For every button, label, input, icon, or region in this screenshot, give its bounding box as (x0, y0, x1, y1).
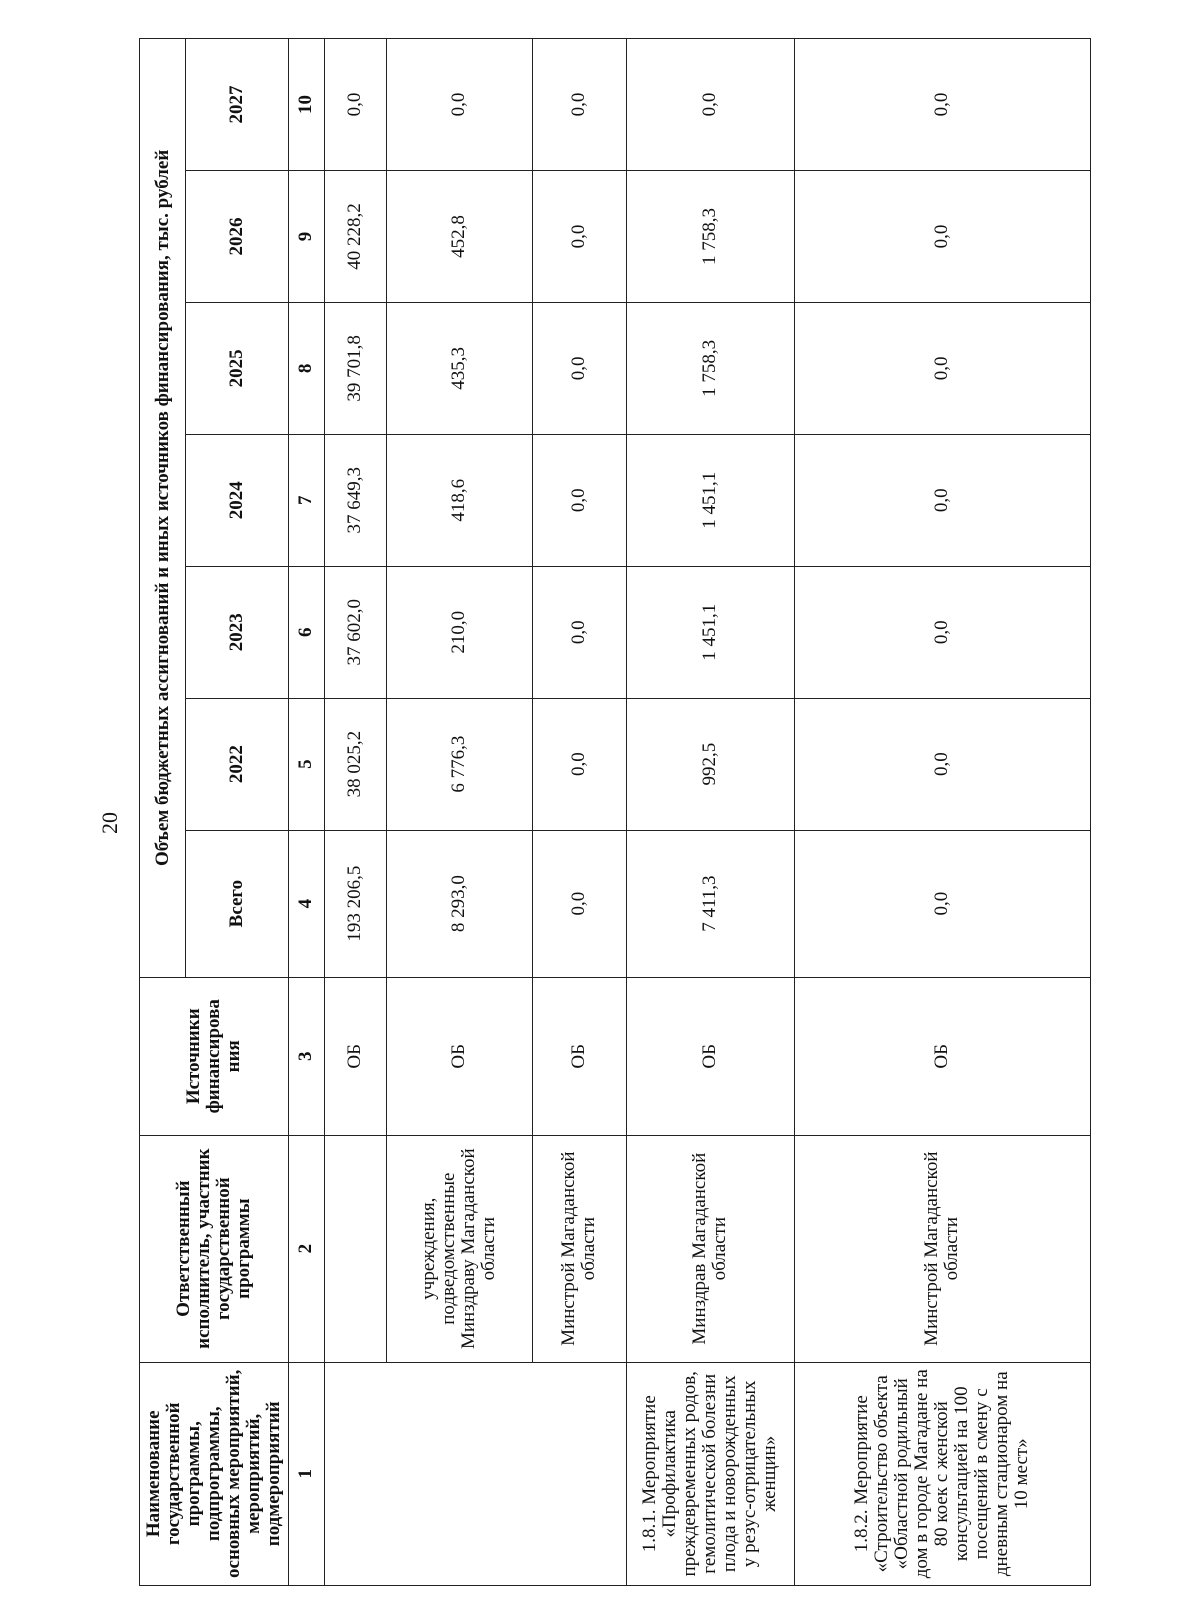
row-value-cell: 0,0 (794, 171, 1090, 303)
row-value-cell: 193 206,5 (324, 830, 386, 977)
row-value-cell: 0,0 (324, 39, 386, 171)
header-year-2022: 2022 (186, 698, 288, 830)
row-executor-cell: Минздрав Магаданской области (626, 1135, 794, 1362)
column-number: 4 (288, 830, 324, 977)
row-value-cell: 418,6 (386, 434, 532, 566)
row-source-cell: ОБ (532, 977, 626, 1135)
header-row-top (140, 39, 186, 1586)
column-number: 10 (288, 39, 324, 171)
row-executor-cell: Минстрой Магаданской области (532, 1135, 626, 1362)
column-number: 6 (288, 566, 324, 698)
table-row (386, 39, 532, 1586)
header-year-2026: 2026 (186, 171, 288, 303)
row-executor-cell: Минстрой Магаданской области (794, 1135, 1090, 1362)
row-value-cell: 0,0 (532, 566, 626, 698)
row-value-cell: 1 758,3 (626, 171, 794, 303)
row-value-cell: 0,0 (532, 698, 626, 830)
table-row (626, 39, 794, 1586)
column-number: 8 (288, 302, 324, 434)
row-executor-cell: учреждения, подведомственные Минздраву Магаданской области (386, 1135, 532, 1362)
column-number: 5 (288, 698, 324, 830)
column-number: 9 (288, 171, 324, 303)
header-name: Наименование государственной программы, подпрограммы, основных мероприятий, мероприятий, подмероприятий (140, 1362, 289, 1585)
row-value-cell: 435,3 (386, 302, 532, 434)
header-source: Источники финансирова ния (140, 977, 289, 1135)
row-value-cell: 0,0 (794, 830, 1090, 977)
column-number: 2 (288, 1135, 324, 1362)
row-value-cell: 6 776,3 (386, 698, 532, 830)
table-row (532, 39, 626, 1586)
row-name-cell: 1.8.2. Мероприятие «Строительство объекта «Областной родильный дом в городе Магадане на 80 коек с женской консультацией на 100 посещений в смену с дневным стационаром на 10 мест» (794, 1362, 1090, 1585)
row-value-cell: 7 411,3 (626, 830, 794, 977)
row-value-cell: 0,0 (794, 39, 1090, 171)
row-value-cell: 0,0 (794, 566, 1090, 698)
row-source-cell: ОБ (626, 977, 794, 1135)
header-year-total: Всего (186, 830, 288, 977)
table-row (794, 39, 1090, 1586)
header-executor: Ответственный исполнитель, участник государственной программы (140, 1135, 289, 1362)
row-name-cell: 1.8.1. Мероприятие «Профилактика преждевременных родов, гемолитической болезни плода и новорожденных у резус-отрицательных женщин» (626, 1362, 794, 1585)
row-source-cell: ОБ (794, 977, 1090, 1135)
row-value-cell: 992,5 (626, 698, 794, 830)
row-value-cell: 0,0 (532, 171, 626, 303)
row-value-cell: 8 293,0 (386, 830, 532, 977)
row-value-cell: 0,0 (532, 39, 626, 171)
row-value-cell: 37 602,0 (324, 566, 386, 698)
header-volume: Объем бюджетных ассигнований и иных источников финансирования, тыс. рублей (140, 39, 186, 978)
row-value-cell: 1 451,1 (626, 566, 794, 698)
row-value-cell: 0,0 (532, 830, 626, 977)
row-value-cell: 0,0 (532, 302, 626, 434)
column-number: 1 (288, 1362, 324, 1585)
row-source-cell: ОБ (324, 977, 386, 1135)
row-value-cell: 0,0 (794, 302, 1090, 434)
row-value-cell: 452,8 (386, 171, 532, 303)
header-year-2024: 2024 (186, 434, 288, 566)
column-number-row (288, 39, 324, 1586)
row-value-cell: 38 025,2 (324, 698, 386, 830)
row-executor-cell (324, 1135, 386, 1362)
row-name-cell (324, 1362, 626, 1585)
row-value-cell: 39 701,8 (324, 302, 386, 434)
row-value-cell: 1 451,1 (626, 434, 794, 566)
row-value-cell: 210,0 (386, 566, 532, 698)
row-value-cell: 0,0 (626, 39, 794, 171)
column-number: 7 (288, 434, 324, 566)
table-row (324, 39, 386, 1586)
page-number: 20 (97, 812, 122, 834)
header-year-2023: 2023 (186, 566, 288, 698)
row-source-cell: ОБ (386, 977, 532, 1135)
row-value-cell: 0,0 (532, 434, 626, 566)
row-value-cell: 37 649,3 (324, 434, 386, 566)
rotated-table-wrapper (139, 38, 1069, 1586)
row-value-cell: 40 228,2 (324, 171, 386, 303)
financing-table (139, 38, 1091, 1586)
row-value-cell: 0,0 (794, 698, 1090, 830)
header-year-2025: 2025 (186, 302, 288, 434)
row-value-cell: 0,0 (386, 39, 532, 171)
column-number: 3 (288, 977, 324, 1135)
row-value-cell: 0,0 (794, 434, 1090, 566)
row-value-cell: 1 758,3 (626, 302, 794, 434)
header-year-2027: 2027 (186, 39, 288, 171)
